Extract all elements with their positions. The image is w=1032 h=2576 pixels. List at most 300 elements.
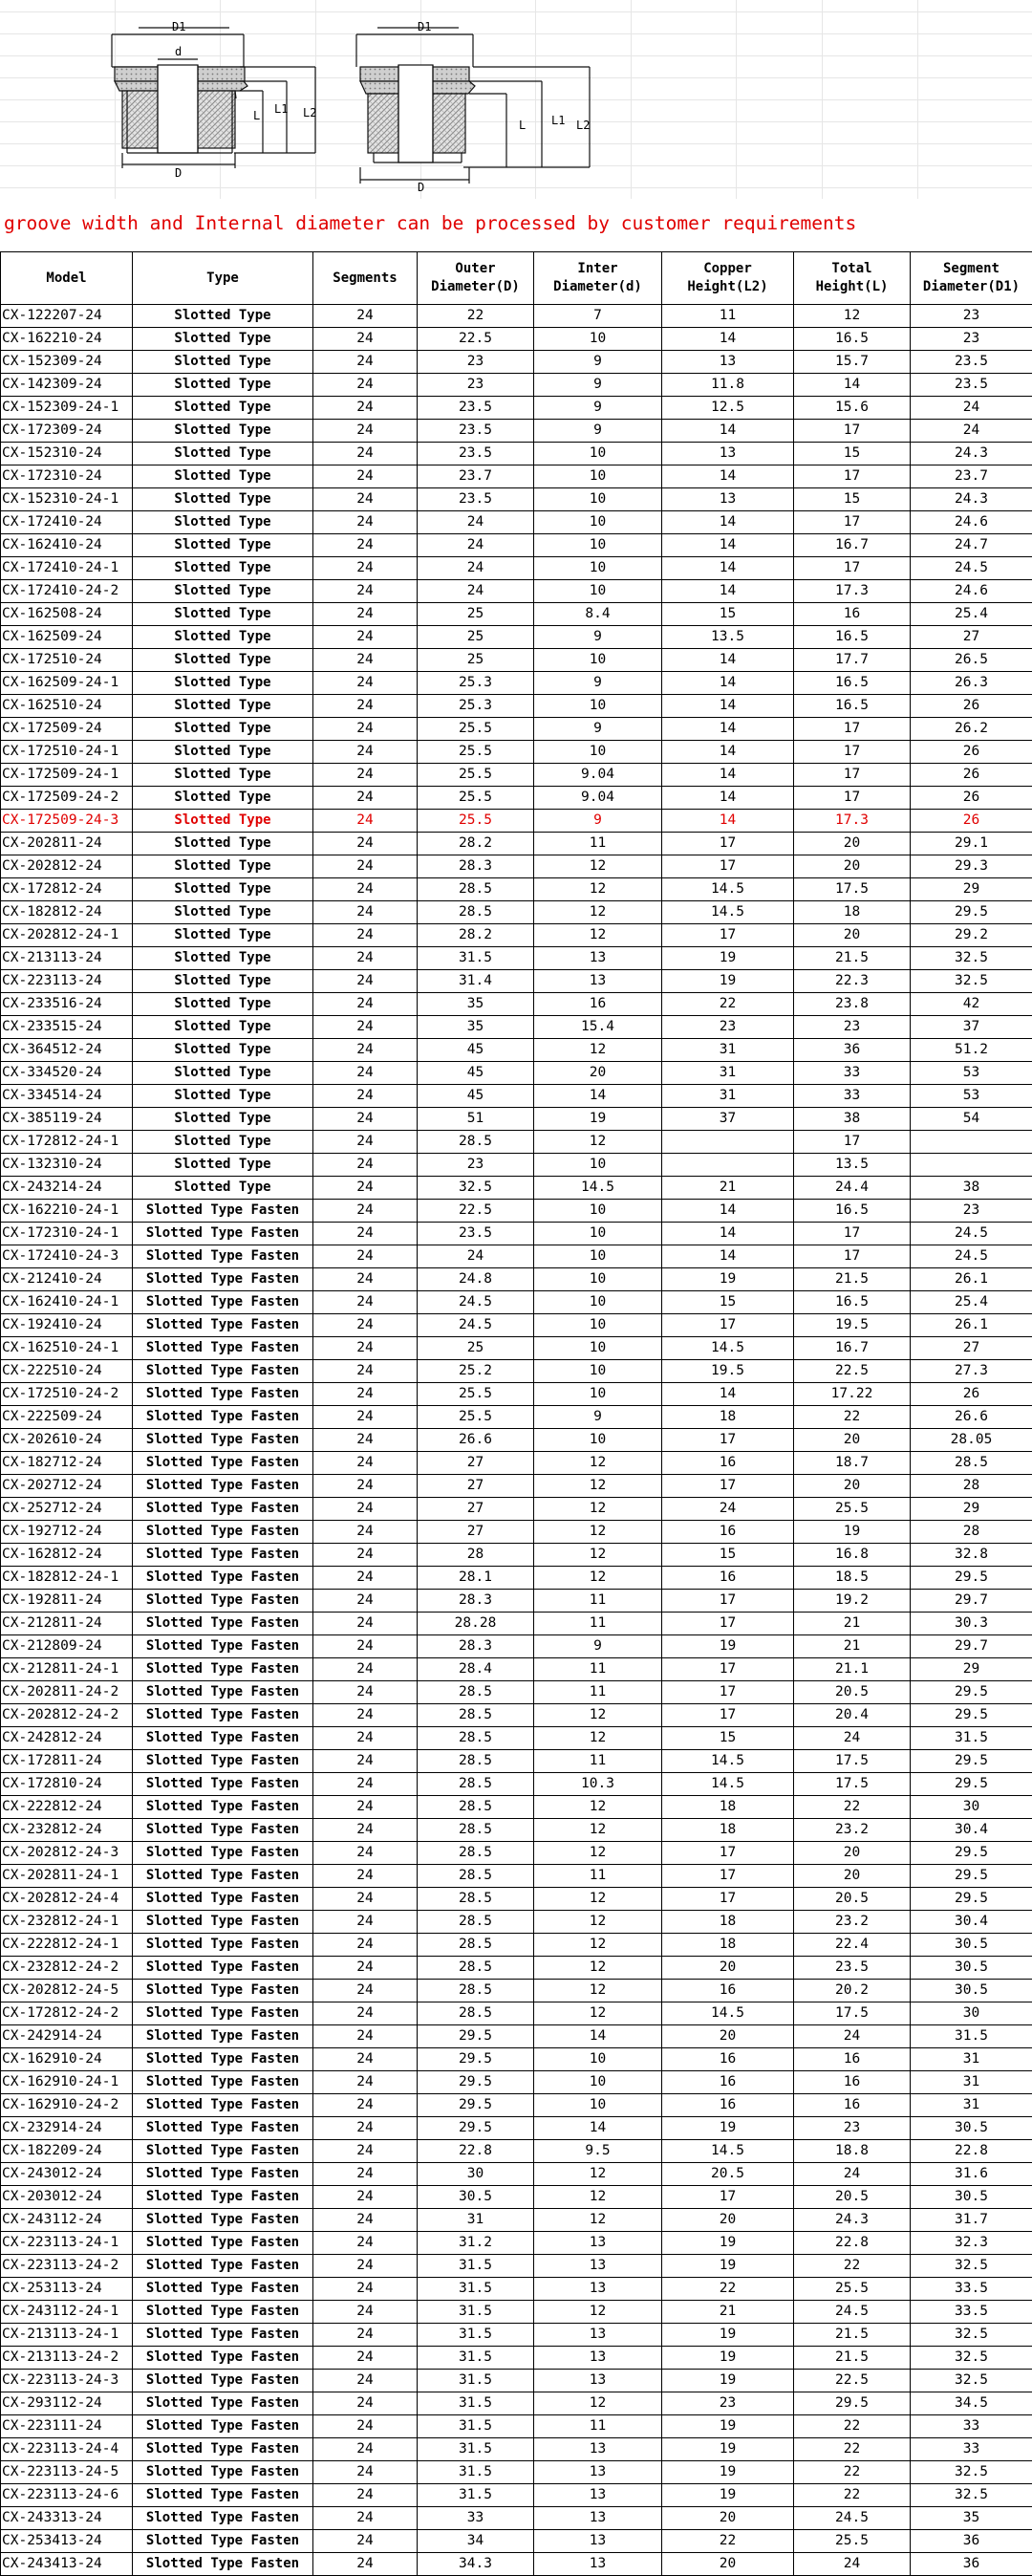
cell-segment-diameter: 29.3	[911, 855, 1032, 878]
cell-total-height: 17.22	[794, 1383, 911, 1406]
cell-outer-diameter: 25.5	[418, 764, 534, 787]
table-row	[1, 1681, 1032, 1704]
cell-model: CX-202610-24	[1, 1429, 133, 1452]
table-row	[1, 1613, 1032, 1635]
cell-segments: 24	[313, 2255, 418, 2278]
cell-segments: 24	[313, 1268, 418, 1291]
cell-copper-height: 14	[662, 764, 794, 787]
cell-segment-diameter: 31.5	[911, 1727, 1032, 1750]
cell-segments: 24	[313, 1521, 418, 1544]
cell-type: Slotted Type Fasten	[133, 1452, 313, 1475]
table-row	[1, 305, 1032, 328]
cell-segments: 24	[313, 855, 418, 878]
cell-outer-diameter: 24	[418, 557, 534, 580]
header-outer-diameter: Outer Diameter(D)	[418, 252, 534, 305]
cell-model: CX-385119-24	[1, 1108, 133, 1131]
cell-outer-diameter: 23.7	[418, 465, 534, 488]
cell-total-height: 20	[794, 1842, 911, 1865]
cell-outer-diameter: 28.5	[418, 1773, 534, 1796]
cell-outer-diameter: 31.5	[418, 2278, 534, 2301]
cell-type: Slotted Type Fasten	[133, 1727, 313, 1750]
cell-type: Slotted Type	[133, 305, 313, 328]
cell-outer-diameter: 28.3	[418, 1635, 534, 1658]
cell-total-height: 20.5	[794, 1888, 911, 1911]
cell-model: CX-162910-24-1	[1, 2071, 133, 2094]
cell-copper-height: 14.5	[662, 1750, 794, 1773]
cell-outer-diameter: 29.5	[418, 2025, 534, 2048]
cell-total-height: 20	[794, 1475, 911, 1498]
cell-total-height: 17	[794, 420, 911, 443]
cell-segment-diameter: 26	[911, 741, 1032, 764]
cell-inner-diameter: 9	[534, 1406, 662, 1429]
cell-type: Slotted Type Fasten	[133, 1842, 313, 1865]
cell-model: CX-223113-24-5	[1, 2461, 133, 2484]
cell-copper-height: 19	[662, 2117, 794, 2140]
cell-inner-diameter: 10	[534, 741, 662, 764]
cell-segment-diameter: 30.4	[911, 1911, 1032, 1934]
cell-inner-diameter: 13	[534, 2255, 662, 2278]
cell-copper-height: 19	[662, 2415, 794, 2438]
cell-model: CX-172310-24	[1, 465, 133, 488]
cell-segments: 24	[313, 695, 418, 718]
cell-segments: 24	[313, 2071, 418, 2094]
cell-type: Slotted Type	[133, 649, 313, 672]
cell-inner-diameter: 12	[534, 901, 662, 924]
cell-model: CX-213113-24-1	[1, 2324, 133, 2347]
cell-inner-diameter: 12	[534, 1796, 662, 1819]
table-row	[1, 1865, 1032, 1888]
cell-inner-diameter: 12	[534, 1980, 662, 2002]
cell-total-height: 20.5	[794, 2186, 911, 2209]
cell-total-height: 20	[794, 833, 911, 855]
table-row	[1, 1727, 1032, 1750]
cell-segments: 24	[313, 1635, 418, 1658]
table-row	[1, 2347, 1032, 2370]
cell-model: CX-364512-24	[1, 1039, 133, 1062]
cell-outer-diameter: 28.2	[418, 833, 534, 855]
cell-outer-diameter: 29.5	[418, 2117, 534, 2140]
cell-model: CX-253113-24	[1, 2278, 133, 2301]
cell-total-height: 17	[794, 741, 911, 764]
cell-segment-diameter: 29.5	[911, 1773, 1032, 1796]
cell-segments: 24	[313, 1498, 418, 1521]
cell-model: CX-142309-24	[1, 374, 133, 397]
cell-inner-diameter: 13	[534, 2461, 662, 2484]
cell-segments: 24	[313, 1291, 418, 1314]
cell-type: Slotted Type Fasten	[133, 1957, 313, 1980]
cell-type: Slotted Type Fasten	[133, 2186, 313, 2209]
table-row	[1, 833, 1032, 855]
cell-model: CX-243112-24-1	[1, 2301, 133, 2324]
cell-outer-diameter: 45	[418, 1085, 534, 1108]
cell-type: Slotted Type Fasten	[133, 2301, 313, 2324]
cell-copper-height: 14	[662, 810, 794, 833]
cell-type: Slotted Type Fasten	[133, 2370, 313, 2392]
cell-outer-diameter: 28.5	[418, 1704, 534, 1727]
cell-segment-diameter: 26.2	[911, 718, 1032, 741]
cell-model: CX-212811-24	[1, 1613, 133, 1635]
cell-inner-diameter: 12	[534, 1819, 662, 1842]
cell-model: CX-162910-24	[1, 2048, 133, 2071]
cell-total-height: 19	[794, 1521, 911, 1544]
cell-segments: 24	[313, 1314, 418, 1337]
cell-outer-diameter: 24.5	[418, 1291, 534, 1314]
cell-type: Slotted Type	[133, 695, 313, 718]
cell-segments: 24	[313, 810, 418, 833]
cell-total-height: 22	[794, 2484, 911, 2507]
cell-outer-diameter: 33	[418, 2507, 534, 2530]
cell-copper-height: 14	[662, 649, 794, 672]
cell-total-height: 24.5	[794, 2507, 911, 2530]
cell-model: CX-152309-24	[1, 351, 133, 374]
cell-model: CX-162510-24-1	[1, 1337, 133, 1360]
cell-inner-diameter: 14	[534, 1085, 662, 1108]
table-row	[1, 2324, 1032, 2347]
cell-total-height: 17	[794, 465, 911, 488]
cell-total-height: 19.5	[794, 1314, 911, 1337]
cell-outer-diameter: 25.5	[418, 741, 534, 764]
cell-outer-diameter: 34.3	[418, 2553, 534, 2576]
cell-segment-diameter: 29	[911, 878, 1032, 901]
cell-inner-diameter: 10	[534, 1200, 662, 1223]
table-row	[1, 351, 1032, 374]
cell-inner-diameter: 13	[534, 2347, 662, 2370]
cell-segment-diameter: 24.7	[911, 534, 1032, 557]
cell-copper-height: 14	[662, 1383, 794, 1406]
cell-total-height: 18.7	[794, 1452, 911, 1475]
cell-outer-diameter: 26.6	[418, 1429, 534, 1452]
cell-total-height: 23	[794, 2117, 911, 2140]
cell-outer-diameter: 28.3	[418, 855, 534, 878]
cell-total-height: 16.5	[794, 672, 911, 695]
cell-model: CX-172410-24-2	[1, 580, 133, 603]
cell-segment-diameter: 32.5	[911, 2324, 1032, 2347]
cell-outer-diameter: 31.5	[418, 947, 534, 970]
table-row	[1, 787, 1032, 810]
table-row	[1, 328, 1032, 351]
table-row	[1, 1177, 1032, 1200]
cell-segments: 24	[313, 1842, 418, 1865]
cell-model: CX-203012-24	[1, 2186, 133, 2209]
cell-type: Slotted Type	[133, 1062, 313, 1085]
cell-segments: 24	[313, 1911, 418, 1934]
cell-type: Slotted Type Fasten	[133, 1291, 313, 1314]
diagram-left	[112, 28, 315, 168]
cell-model: CX-212410-24	[1, 1268, 133, 1291]
table-row	[1, 1773, 1032, 1796]
cell-type: Slotted Type Fasten	[133, 2025, 313, 2048]
cell-model: CX-202812-24-1	[1, 924, 133, 947]
header-segments: Segments	[313, 252, 418, 305]
cell-segments: 24	[313, 2094, 418, 2117]
cell-outer-diameter: 25	[418, 1337, 534, 1360]
cell-copper-height: 18	[662, 1911, 794, 1934]
cell-outer-diameter: 28.5	[418, 1957, 534, 1980]
cell-total-height: 18.8	[794, 2140, 911, 2163]
cell-segment-diameter: 27.3	[911, 1360, 1032, 1383]
cell-copper-height: 17	[662, 855, 794, 878]
cell-outer-diameter: 23.5	[418, 420, 534, 443]
cell-copper-height: 20	[662, 1957, 794, 1980]
diagram-right-label-l: L	[519, 119, 526, 132]
cell-total-height: 20	[794, 1865, 911, 1888]
header-copper-height: Copper Height(L2)	[662, 252, 794, 305]
table-row	[1, 397, 1032, 420]
cell-total-height: 33	[794, 1062, 911, 1085]
cell-segment-diameter: 27	[911, 1337, 1032, 1360]
cell-type: Slotted Type Fasten	[133, 2553, 313, 2576]
table-row	[1, 764, 1032, 787]
cell-inner-diameter: 10	[534, 1245, 662, 1268]
cell-total-height: 20.5	[794, 1681, 911, 1704]
cell-segments: 24	[313, 557, 418, 580]
cell-copper-height: 14	[662, 557, 794, 580]
cell-inner-diameter: 10	[534, 1337, 662, 1360]
cell-model: CX-222509-24	[1, 1406, 133, 1429]
cell-inner-diameter: 9	[534, 374, 662, 397]
table-row	[1, 2415, 1032, 2438]
table-row	[1, 718, 1032, 741]
cell-segment-diameter: 26.6	[911, 1406, 1032, 1429]
cell-outer-diameter: 31.4	[418, 970, 534, 993]
cell-segment-diameter: 28.05	[911, 1429, 1032, 1452]
cell-model: CX-243112-24	[1, 2209, 133, 2232]
cell-inner-diameter: 12	[534, 2186, 662, 2209]
cell-segment-diameter: 28	[911, 1521, 1032, 1544]
cell-total-height: 12	[794, 305, 911, 328]
cell-total-height: 18	[794, 901, 911, 924]
cell-copper-height: 13	[662, 351, 794, 374]
cell-segments: 24	[313, 1016, 418, 1039]
cell-model: CX-232812-24	[1, 1819, 133, 1842]
cell-segment-diameter: 31	[911, 2071, 1032, 2094]
cell-inner-diameter: 9	[534, 1635, 662, 1658]
cell-model: CX-172509-24-2	[1, 787, 133, 810]
cell-segments: 24	[313, 2370, 418, 2392]
cell-model: CX-192712-24	[1, 1521, 133, 1544]
cell-type: Slotted Type Fasten	[133, 1521, 313, 1544]
cell-type: Slotted Type	[133, 397, 313, 420]
cell-inner-diameter: 9	[534, 420, 662, 443]
cell-segments: 24	[313, 764, 418, 787]
cell-copper-height: 16	[662, 2048, 794, 2071]
cell-inner-diameter: 12	[534, 924, 662, 947]
cell-inner-diameter: 12	[534, 2301, 662, 2324]
cell-copper-height: 14	[662, 718, 794, 741]
cell-inner-diameter: 9.04	[534, 764, 662, 787]
table-row	[1, 1314, 1032, 1337]
cell-segment-diameter: 23.5	[911, 374, 1032, 397]
cell-segment-diameter: 29.5	[911, 1888, 1032, 1911]
cell-outer-diameter: 25.3	[418, 672, 534, 695]
cell-copper-height: 12.5	[662, 397, 794, 420]
cell-type: Slotted Type Fasten	[133, 1337, 313, 1360]
cell-segments: 24	[313, 2186, 418, 2209]
cell-copper-height: 14	[662, 1223, 794, 1245]
cell-total-height: 16.7	[794, 534, 911, 557]
cell-type: Slotted Type Fasten	[133, 2117, 313, 2140]
cell-type: Slotted Type Fasten	[133, 1268, 313, 1291]
cell-total-height: 24.5	[794, 2301, 911, 2324]
cell-outer-diameter: 31.5	[418, 2301, 534, 2324]
cell-segment-diameter: 29.5	[911, 1681, 1032, 1704]
cell-inner-diameter: 20	[534, 1062, 662, 1085]
table-row	[1, 1085, 1032, 1108]
cell-segment-diameter: 30.5	[911, 2186, 1032, 2209]
cell-copper-height: 15	[662, 1291, 794, 1314]
cell-total-height: 17	[794, 718, 911, 741]
cell-segment-diameter: 25.4	[911, 603, 1032, 626]
cell-type: Slotted Type Fasten	[133, 2094, 313, 2117]
cell-type: Slotted Type	[133, 511, 313, 534]
cell-inner-diameter: 11	[534, 1681, 662, 1704]
cell-total-height: 22	[794, 1796, 911, 1819]
cell-model: CX-132310-24	[1, 1154, 133, 1177]
cell-outer-diameter: 28.5	[418, 878, 534, 901]
cell-type: Slotted Type	[133, 924, 313, 947]
cell-segments: 24	[313, 1429, 418, 1452]
cell-inner-diameter: 12	[534, 1131, 662, 1154]
cell-copper-height: 18	[662, 1406, 794, 1429]
cell-total-height: 15.7	[794, 351, 911, 374]
cell-outer-diameter: 28.3	[418, 1590, 534, 1613]
cell-type: Slotted Type Fasten	[133, 1406, 313, 1429]
table-row	[1, 2025, 1032, 2048]
cell-segments: 24	[313, 1223, 418, 1245]
cell-outer-diameter: 28.1	[418, 1567, 534, 1590]
cell-copper-height: 15	[662, 603, 794, 626]
cell-type: Slotted Type Fasten	[133, 1567, 313, 1590]
cell-total-height: 24	[794, 1727, 911, 1750]
cell-outer-diameter: 31	[418, 2209, 534, 2232]
cell-model: CX-192410-24	[1, 1314, 133, 1337]
cell-model: CX-162410-24	[1, 534, 133, 557]
cell-model: CX-172510-24	[1, 649, 133, 672]
cell-copper-height: 20	[662, 2507, 794, 2530]
table-row	[1, 1658, 1032, 1681]
cell-segment-diameter: 51.2	[911, 1039, 1032, 1062]
cell-model: CX-243413-24	[1, 2553, 133, 2576]
cell-model: CX-172812-24-2	[1, 2002, 133, 2025]
cell-outer-diameter: 25.5	[418, 718, 534, 741]
header-segment-diameter: Segment Diameter(D1)	[911, 252, 1032, 305]
cell-outer-diameter: 28.5	[418, 1131, 534, 1154]
cell-type: Slotted Type Fasten	[133, 1796, 313, 1819]
cell-segment-diameter: 53	[911, 1062, 1032, 1085]
table-row	[1, 2507, 1032, 2530]
table-row	[1, 1796, 1032, 1819]
cell-model: CX-243313-24	[1, 2507, 133, 2530]
cell-total-height: 20	[794, 1429, 911, 1452]
cell-type: Slotted Type	[133, 1108, 313, 1131]
cell-inner-diameter: 12	[534, 2002, 662, 2025]
diagram-right	[356, 28, 590, 184]
cell-outer-diameter: 28.5	[418, 901, 534, 924]
cell-inner-diameter: 10	[534, 1360, 662, 1383]
cell-segment-diameter: 29.5	[911, 1567, 1032, 1590]
cell-outer-diameter: 31.5	[418, 2347, 534, 2370]
cell-total-height: 21.5	[794, 947, 911, 970]
cell-copper-height: 15	[662, 1727, 794, 1750]
cell-copper-height: 13	[662, 488, 794, 511]
cell-segments: 24	[313, 1681, 418, 1704]
cell-copper-height: 17	[662, 1429, 794, 1452]
cell-copper-height: 37	[662, 1108, 794, 1131]
cell-outer-diameter: 22.5	[418, 1200, 534, 1223]
cell-model: CX-293112-24	[1, 2392, 133, 2415]
cell-type: Slotted Type	[133, 1085, 313, 1108]
cell-segment-diameter: 31	[911, 2048, 1032, 2071]
cell-segments: 24	[313, 488, 418, 511]
cell-model: CX-202811-24	[1, 833, 133, 855]
cell-segments: 24	[313, 443, 418, 465]
table-row	[1, 1452, 1032, 1475]
cell-outer-diameter: 28	[418, 1544, 534, 1567]
cell-segment-diameter	[911, 1154, 1032, 1177]
cell-segment-diameter: 24.5	[911, 1223, 1032, 1245]
cell-segment-diameter: 26.1	[911, 1268, 1032, 1291]
cell-model: CX-172510-24-2	[1, 1383, 133, 1406]
cell-model: CX-172812-24-1	[1, 1131, 133, 1154]
cell-copper-height: 16	[662, 1452, 794, 1475]
cell-inner-diameter: 14	[534, 2025, 662, 2048]
cell-model: CX-202812-24-5	[1, 1980, 133, 2002]
cell-outer-diameter: 23.5	[418, 1223, 534, 1245]
cell-segment-diameter: 25.4	[911, 1291, 1032, 1314]
cell-segment-diameter: 29.7	[911, 1590, 1032, 1613]
cell-segment-diameter: 24.6	[911, 580, 1032, 603]
cell-type: Slotted Type	[133, 970, 313, 993]
cell-copper-height: 13	[662, 443, 794, 465]
cell-outer-diameter: 24	[418, 580, 534, 603]
table-row	[1, 2484, 1032, 2507]
cell-type: Slotted Type	[133, 855, 313, 878]
table-row	[1, 420, 1032, 443]
cell-total-height: 20.4	[794, 1704, 911, 1727]
cell-inner-diameter: 10	[534, 649, 662, 672]
cell-outer-diameter: 35	[418, 993, 534, 1016]
cell-segment-diameter: 33	[911, 2438, 1032, 2461]
cell-model: CX-233516-24	[1, 993, 133, 1016]
cell-segment-diameter: 24.6	[911, 511, 1032, 534]
cell-copper-height: 17	[662, 2186, 794, 2209]
cell-segments: 24	[313, 580, 418, 603]
cell-copper-height: 11.8	[662, 374, 794, 397]
cell-copper-height: 17	[662, 1475, 794, 1498]
cell-segments: 24	[313, 1727, 418, 1750]
cell-segment-diameter: 26	[911, 695, 1032, 718]
cell-type: Slotted Type Fasten	[133, 2347, 313, 2370]
cell-copper-height: 14	[662, 1200, 794, 1223]
table-row	[1, 557, 1032, 580]
cell-segments: 24	[313, 1039, 418, 1062]
cell-model: CX-242812-24	[1, 1727, 133, 1750]
cell-inner-diameter: 12	[534, 1888, 662, 1911]
cell-total-height: 17.3	[794, 580, 911, 603]
cell-type: Slotted Type Fasten	[133, 1635, 313, 1658]
cell-copper-height: 14	[662, 672, 794, 695]
cell-outer-diameter: 32.5	[418, 1177, 534, 1200]
cell-segment-diameter: 30	[911, 1796, 1032, 1819]
cell-model: CX-162508-24	[1, 603, 133, 626]
cell-segment-diameter: 26.3	[911, 672, 1032, 695]
cell-model: CX-253413-24	[1, 2530, 133, 2553]
cell-segment-diameter: 31.6	[911, 2163, 1032, 2186]
cell-model: CX-162210-24	[1, 328, 133, 351]
table-row	[1, 603, 1032, 626]
cell-model: CX-182812-24-1	[1, 1567, 133, 1590]
header-inner-diameter: Inter Diameter(d)	[534, 252, 662, 305]
